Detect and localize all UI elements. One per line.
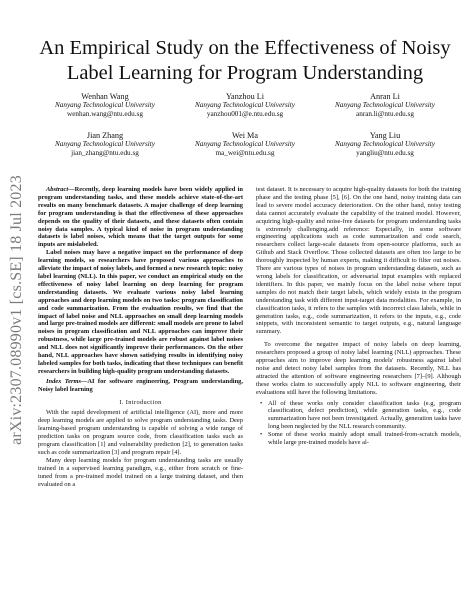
author-block <box>30 131 180 158</box>
paper-title: An Empirical Study on the Effectiveness of Noisy Label Learning for Program Understanding <box>39 37 451 84</box>
author-block <box>170 92 320 119</box>
author-email[interactable]: anran.li@ntu.edu.sg <box>356 110 414 118</box>
abstract-paragraph-2: Label noises may have a negative impact on the performance of deep learning models, so researchers have proposed various approaches to alleviate the impact of noisy labels, and formed a new research topic: noisy label learning (NLL). In this paper, we conduct an empirical study on the effectiveness of noisy label learning on deep learning for program understanding datasets. We evaluate various noisy label learning approaches and deep learning models on two tasks: program classification and code summarization. From the evaluation results, we find that the impact of label noise and NLL approaches on small deep learning models and large pre-trained models are different: small models are prone to label noises in program classification and NLL approaches can improve their robustness, while large pre-trained models are robust against label noises and NLL does not significantly improve their performances. On the other hand, NLL approaches have shown satisfying results in identifying noisy labeled samples for both tasks, indicating that these techniques can benefit researchers in building high-quality program understanding datasets. <box>38 249 243 375</box>
author-email[interactable]: ma_wei@ntu.edu.sg <box>215 149 275 157</box>
index-terms-text: AI for software engineering, Program understanding, Noisy label learning <box>38 377 243 393</box>
intro-paragraph-2: Many deep learning models for program understanding tasks are usually trained in a supervised learning paradigm, e.g., either from scratch or fine-tuned from a pre-trained model trained on a large training dataset, and then evaluated on a <box>38 456 243 488</box>
index-terms <box>38 378 243 394</box>
author-name: Jian Zhang <box>86 131 124 140</box>
body-paragraph-2: To overcome the negative impact of noisy labels on deep learning, researchers proposed a group of noisy label learning (NLL) approaches. These approaches aim to improve deep learning models' robustness against label noise and detect noisy label samples from the datasets. Recently, NLL has attracted the attention of software engineering researchers [7]–[9]. Although these works claim to successfully apply NLL to software engineering, their evaluations still have the following limitations. <box>256 341 461 396</box>
author-affiliation: Nanyang Technological University <box>55 101 155 109</box>
author-email[interactable]: yangliu@ntu.edu.sg <box>356 149 414 157</box>
author-name: Wei Ma <box>232 131 258 140</box>
author-affiliation: Nanyang Technological University <box>335 101 435 109</box>
author-block <box>310 131 460 158</box>
author-email[interactable]: wenhan.wang@ntu.edu.sg <box>67 110 143 118</box>
right-column <box>256 186 461 447</box>
author-affiliation: Nanyang Technological University <box>195 101 295 109</box>
author-name: Yang Liu <box>369 131 401 140</box>
left-column <box>38 186 243 489</box>
list-item: • All of these works only consider classification tasks (e.g, program classification, defect prediction), while generation tasks, e.g., code summarization have not been investigated. Actually, generation tasks have long been neglected by the NLL research community. <box>268 400 461 432</box>
abstract-label: Abstract— <box>46 186 75 193</box>
author-block <box>310 92 460 119</box>
index-terms-label: Index Terms— <box>46 377 88 385</box>
arxiv-sidebar-stamp <box>6 150 28 470</box>
author-affiliation: Nanyang Technological University <box>55 140 155 148</box>
intro-paragraph-1: With the rapid development of artificial intelligence (AI), more and more deep learning models are applied to solve program understanding tasks. Deep learning-based program understanding is capable of solving a wide range of prediction tasks on program source code, from classification tasks such as program classification [1] and vulnerability prediction [2], to generation tasks such as code summarization [3] and program repair [4]. <box>38 409 243 456</box>
author-affiliation: Nanyang Technological University <box>195 140 295 148</box>
author-block <box>30 92 180 119</box>
author-affiliation: Nanyang Technological University <box>335 140 435 148</box>
abstract-text: Recently, deep learning models have been widely applied in program understanding tasks, and these models achieve state-of-the-art results on many benchmark datasets. A major challenge of deep learning for program understanding is that the effectiveness of these approaches depends on the quality of their datasets, and these datasets often contain noisy data samples. A typical kind of noise in program understanding datasets is label noises, which means that the target outputs for some inputs are mislabeled. <box>38 186 243 249</box>
author-email[interactable]: yanzhou001@e.ntu.edu.sg <box>206 110 284 118</box>
body-paragraph-1: test dataset. It is necessary to acquire high-quality datasets for both the training phase and the testing phase [5], [6]. On the one hand, noisy training data can lead to severe model accuracy deterioration. On the other hand, noisy testing data cannot accurately evaluate the capability of the trained model. However, acquiring high-quality and noise-free datasets for program understanding tasks is extremely challenging.add reference: Especially, in some software engineering applications such as code summarization and code search, researchers collect large-scale datasets from open-source platforms, such as Github and Stack Overflow. Those collected datasets are often too large to be thoroughly inspected by human experts, making it difficult to filter out noises. There are various types of noises in program understanding datasets, such as wrong labels for classification, or adversarial input examples with replaced identifiers. In this paper, we mainly focus on the label noise where input samples do not match their target labels, which widely exists in the program understanding task with different input-target data modalities. For example, in classification tasks, it refers to the samples with incorrect class labels, while in generation tasks, e.g., code summarization, it refers to the inputs, e.g., code snippets, with inconsistent semantic to target outputs, e.g., natural language summary. <box>256 186 461 336</box>
author-block <box>170 131 320 158</box>
list-item: • Some of these works mainly adopt small trained-from-scratch models, while large pre-trained models have al- <box>268 431 461 447</box>
author-name: Yanzhou Li <box>225 92 265 101</box>
arxiv-id: arXiv:2307.08990v1 [cs.SE] 18 Jul 2023 <box>8 175 25 445</box>
author-email[interactable]: jian_zhang@ntu.edu.sg <box>71 149 139 157</box>
author-name: Anran Li <box>370 92 400 101</box>
section-heading-introduction: I. Introduction <box>119 398 162 406</box>
abstract-paragraph-1 <box>38 186 243 249</box>
author-name: Wenhan Wang <box>81 92 129 101</box>
limitations-list <box>256 400 461 447</box>
